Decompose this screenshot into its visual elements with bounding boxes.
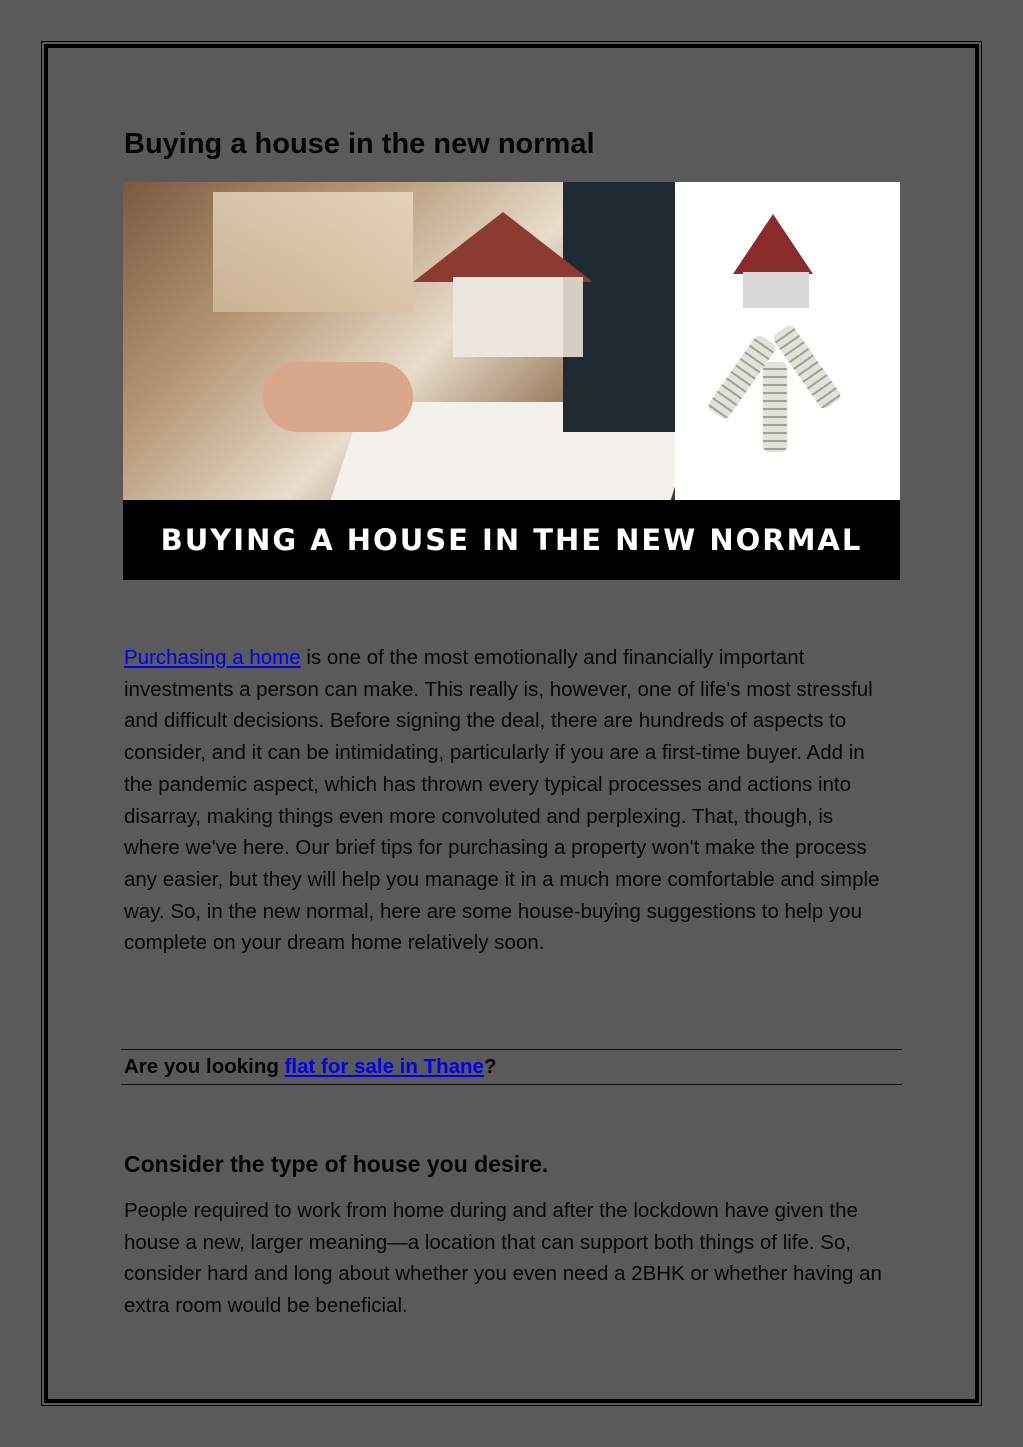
callout-prefix: Are you looking <box>124 1055 285 1078</box>
section-heading: Consider the type of house you desire. <box>124 1151 549 1177</box>
callout-box <box>121 1049 902 1085</box>
money-arrow-photo <box>675 182 900 500</box>
intro-paragraph <box>124 642 894 959</box>
hero-banner <box>123 500 900 580</box>
section-paragraph: People required to work from home during and after the lockdown have given the house a new, larger meaning—a location that can support both things of life. So, consider hard and long about whether you even need a 2BHK or whether having an extra room would be beneficial. <box>124 1199 882 1318</box>
intro-text: is one of the most emotionally and financially important investments a person can make. This really is, however, one of life's most stressful and difficult decisions. Before signing the deal, there are hundreds of aspects to consider, and it can be intimidating, particularly if you are a first-time buyer. Add in the pandemic aspect, which has thrown every typical processes and actions into disarray, making things even more convoluted and perplexing. That, though, is where we've here. Our brief tips for purchasing a property won't make the process any easier, but they will help you manage it in a much more comfortable and simple way. So, in the new normal, here are some house-buying suggestions to help you complete on your dream home relatively soon. <box>124 646 880 955</box>
purchasing-home-link[interactable]: Purchasing a home <box>124 646 301 669</box>
hero-image <box>123 182 900 580</box>
callout-suffix: ? <box>483 1055 497 1078</box>
flat-for-sale-link[interactable]: flat for sale in Thane <box>284 1055 484 1078</box>
page-title: Buying a house in the new normal <box>124 128 595 160</box>
house-handover-photo <box>123 182 675 500</box>
hero-banner-text: BUYING A HOUSE IN THE NEW NORMAL <box>160 523 863 557</box>
